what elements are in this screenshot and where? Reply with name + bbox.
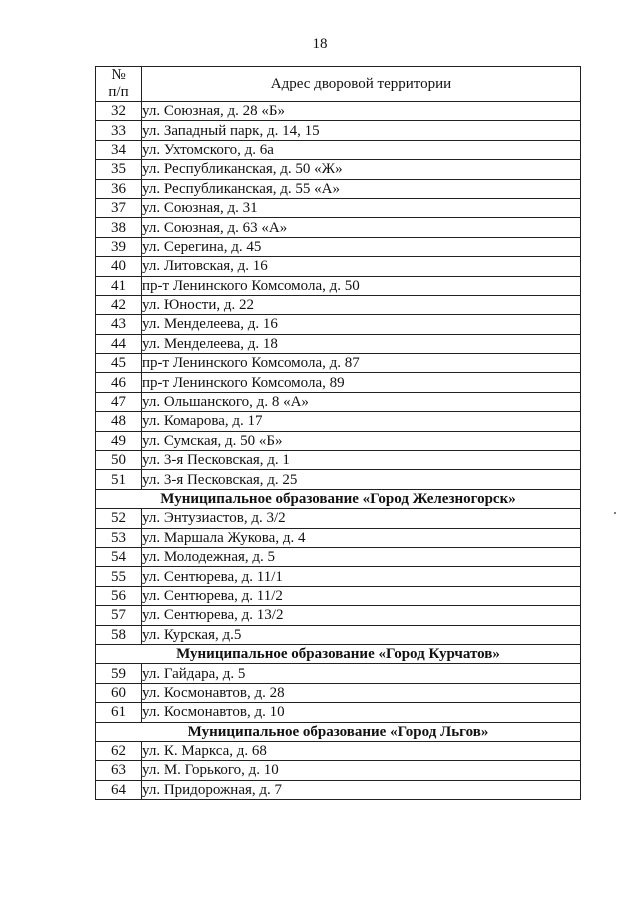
table-row xyxy=(96,218,581,237)
table-row xyxy=(96,102,581,121)
table-row xyxy=(96,257,581,276)
row-address: пр-т Ленинского Комсомола, д. 50 xyxy=(142,276,581,295)
header-number xyxy=(96,67,142,102)
row-address: ул. М. Горького, д. 10 xyxy=(142,761,581,780)
table-row xyxy=(96,780,581,799)
row-number: 45 xyxy=(96,354,142,373)
row-number: 37 xyxy=(96,198,142,217)
row-address: ул. Республиканская, д. 50 «Ж» xyxy=(142,160,581,179)
row-number: 63 xyxy=(96,761,142,780)
row-address: ул. Сумская, д. 50 «Б» xyxy=(142,431,581,450)
row-number: 38 xyxy=(96,218,142,237)
row-number: 53 xyxy=(96,528,142,547)
row-address: ул. Комарова, д. 17 xyxy=(142,412,581,431)
row-number: 62 xyxy=(96,741,142,760)
row-number: 61 xyxy=(96,703,142,722)
section-row xyxy=(96,722,581,741)
row-address: ул. 3-я Песковская, д. 1 xyxy=(142,451,581,470)
row-number: 41 xyxy=(96,276,142,295)
table-row xyxy=(96,606,581,625)
row-address: ул. Литовская, д. 16 xyxy=(142,257,581,276)
table-row xyxy=(96,664,581,683)
row-number: 32 xyxy=(96,102,142,121)
row-number: 35 xyxy=(96,160,142,179)
row-address: ул. Курская, д.5 xyxy=(142,625,581,644)
table-row xyxy=(96,373,581,392)
table-row xyxy=(96,121,581,140)
table-row xyxy=(96,586,581,605)
section-row xyxy=(96,644,581,663)
row-number: 42 xyxy=(96,295,142,314)
table-header-row xyxy=(96,67,581,102)
row-address: ул. Союзная, д. 31 xyxy=(142,198,581,217)
section-row xyxy=(96,489,581,508)
row-number: 47 xyxy=(96,392,142,411)
row-number: 36 xyxy=(96,179,142,198)
row-address: ул. Менделеева, д. 16 xyxy=(142,315,581,334)
scan-speck xyxy=(614,512,616,514)
row-address: ул. Энтузиастов, д. 3/2 xyxy=(142,509,581,528)
table-row xyxy=(96,160,581,179)
table-row xyxy=(96,392,581,411)
row-number: 34 xyxy=(96,140,142,159)
row-address: ул. Сентюрева, д. 13/2 xyxy=(142,606,581,625)
row-number: 39 xyxy=(96,237,142,256)
row-number: 51 xyxy=(96,470,142,489)
row-number: 60 xyxy=(96,683,142,702)
table-row xyxy=(96,412,581,431)
row-address: ул. Республиканская, д. 55 «А» xyxy=(142,179,581,198)
row-address: ул. 3-я Песковская, д. 25 xyxy=(142,470,581,489)
row-address: ул. Космонавтов, д. 10 xyxy=(142,703,581,722)
row-number: 56 xyxy=(96,586,142,605)
row-address: ул. Юности, д. 22 xyxy=(142,295,581,314)
row-address: ул. Серегина, д. 45 xyxy=(142,237,581,256)
table-body xyxy=(96,102,581,800)
row-number: 43 xyxy=(96,315,142,334)
row-address: ул. Союзная, д. 28 «Б» xyxy=(142,102,581,121)
row-number: 48 xyxy=(96,412,142,431)
row-address: ул. Союзная, д. 63 «А» xyxy=(142,218,581,237)
page-number: 18 xyxy=(312,36,328,52)
table-row xyxy=(96,198,581,217)
row-number: 64 xyxy=(96,780,142,799)
table-row xyxy=(96,509,581,528)
section-title: Муниципальное образование «Город Льгов» xyxy=(96,722,581,741)
row-number: 52 xyxy=(96,509,142,528)
row-number: 57 xyxy=(96,606,142,625)
row-address: ул. Менделеева, д. 18 xyxy=(142,334,581,353)
row-address: ул. К. Маркса, д. 68 xyxy=(142,741,581,760)
table-row xyxy=(96,315,581,334)
table-row xyxy=(96,295,581,314)
row-address: ул. Космонавтов, д. 28 xyxy=(142,683,581,702)
header-address: Адрес дворовой территории xyxy=(142,67,581,102)
row-address: ул. Молодежная, д. 5 xyxy=(142,547,581,566)
row-address: ул. Сентюрева, д. 11/1 xyxy=(142,567,581,586)
row-number: 58 xyxy=(96,625,142,644)
table-row xyxy=(96,547,581,566)
table-row xyxy=(96,276,581,295)
row-number: 55 xyxy=(96,567,142,586)
table-row xyxy=(96,334,581,353)
section-title: Муниципальное образование «Город Железногорск» xyxy=(96,489,581,508)
row-number: 46 xyxy=(96,373,142,392)
table-row xyxy=(96,354,581,373)
section-title: Муниципальное образование «Город Курчатов» xyxy=(96,644,581,663)
header-number-line2: п/п xyxy=(108,84,129,100)
row-number: 54 xyxy=(96,547,142,566)
header-number-line1: № xyxy=(111,67,126,83)
row-address: ул. Западный парк, д. 14, 15 xyxy=(142,121,581,140)
row-number: 40 xyxy=(96,257,142,276)
table-row xyxy=(96,683,581,702)
row-number: 49 xyxy=(96,431,142,450)
table-row xyxy=(96,528,581,547)
row-number: 44 xyxy=(96,334,142,353)
table-row xyxy=(96,431,581,450)
table-row xyxy=(96,567,581,586)
table-row xyxy=(96,470,581,489)
row-address: ул. Придорожная, д. 7 xyxy=(142,780,581,799)
row-address: ул. Ухтомского, д. 6а xyxy=(142,140,581,159)
row-number: 59 xyxy=(96,664,142,683)
table-row xyxy=(96,451,581,470)
row-number: 33 xyxy=(96,121,142,140)
row-address: ул. Гайдара, д. 5 xyxy=(142,664,581,683)
table-row xyxy=(96,179,581,198)
row-address: ул. Сентюрева, д. 11/2 xyxy=(142,586,581,605)
table-row xyxy=(96,761,581,780)
row-number: 50 xyxy=(96,451,142,470)
row-address: ул. Ольшанского, д. 8 «А» xyxy=(142,392,581,411)
table-row xyxy=(96,741,581,760)
table-row xyxy=(96,625,581,644)
row-address: пр-т Ленинского Комсомола, 89 xyxy=(142,373,581,392)
address-table xyxy=(95,66,581,800)
table-row xyxy=(96,140,581,159)
table-row xyxy=(96,237,581,256)
table-row xyxy=(96,703,581,722)
row-address: пр-т Ленинского Комсомола, д. 87 xyxy=(142,354,581,373)
row-address: ул. Маршала Жукова, д. 4 xyxy=(142,528,581,547)
